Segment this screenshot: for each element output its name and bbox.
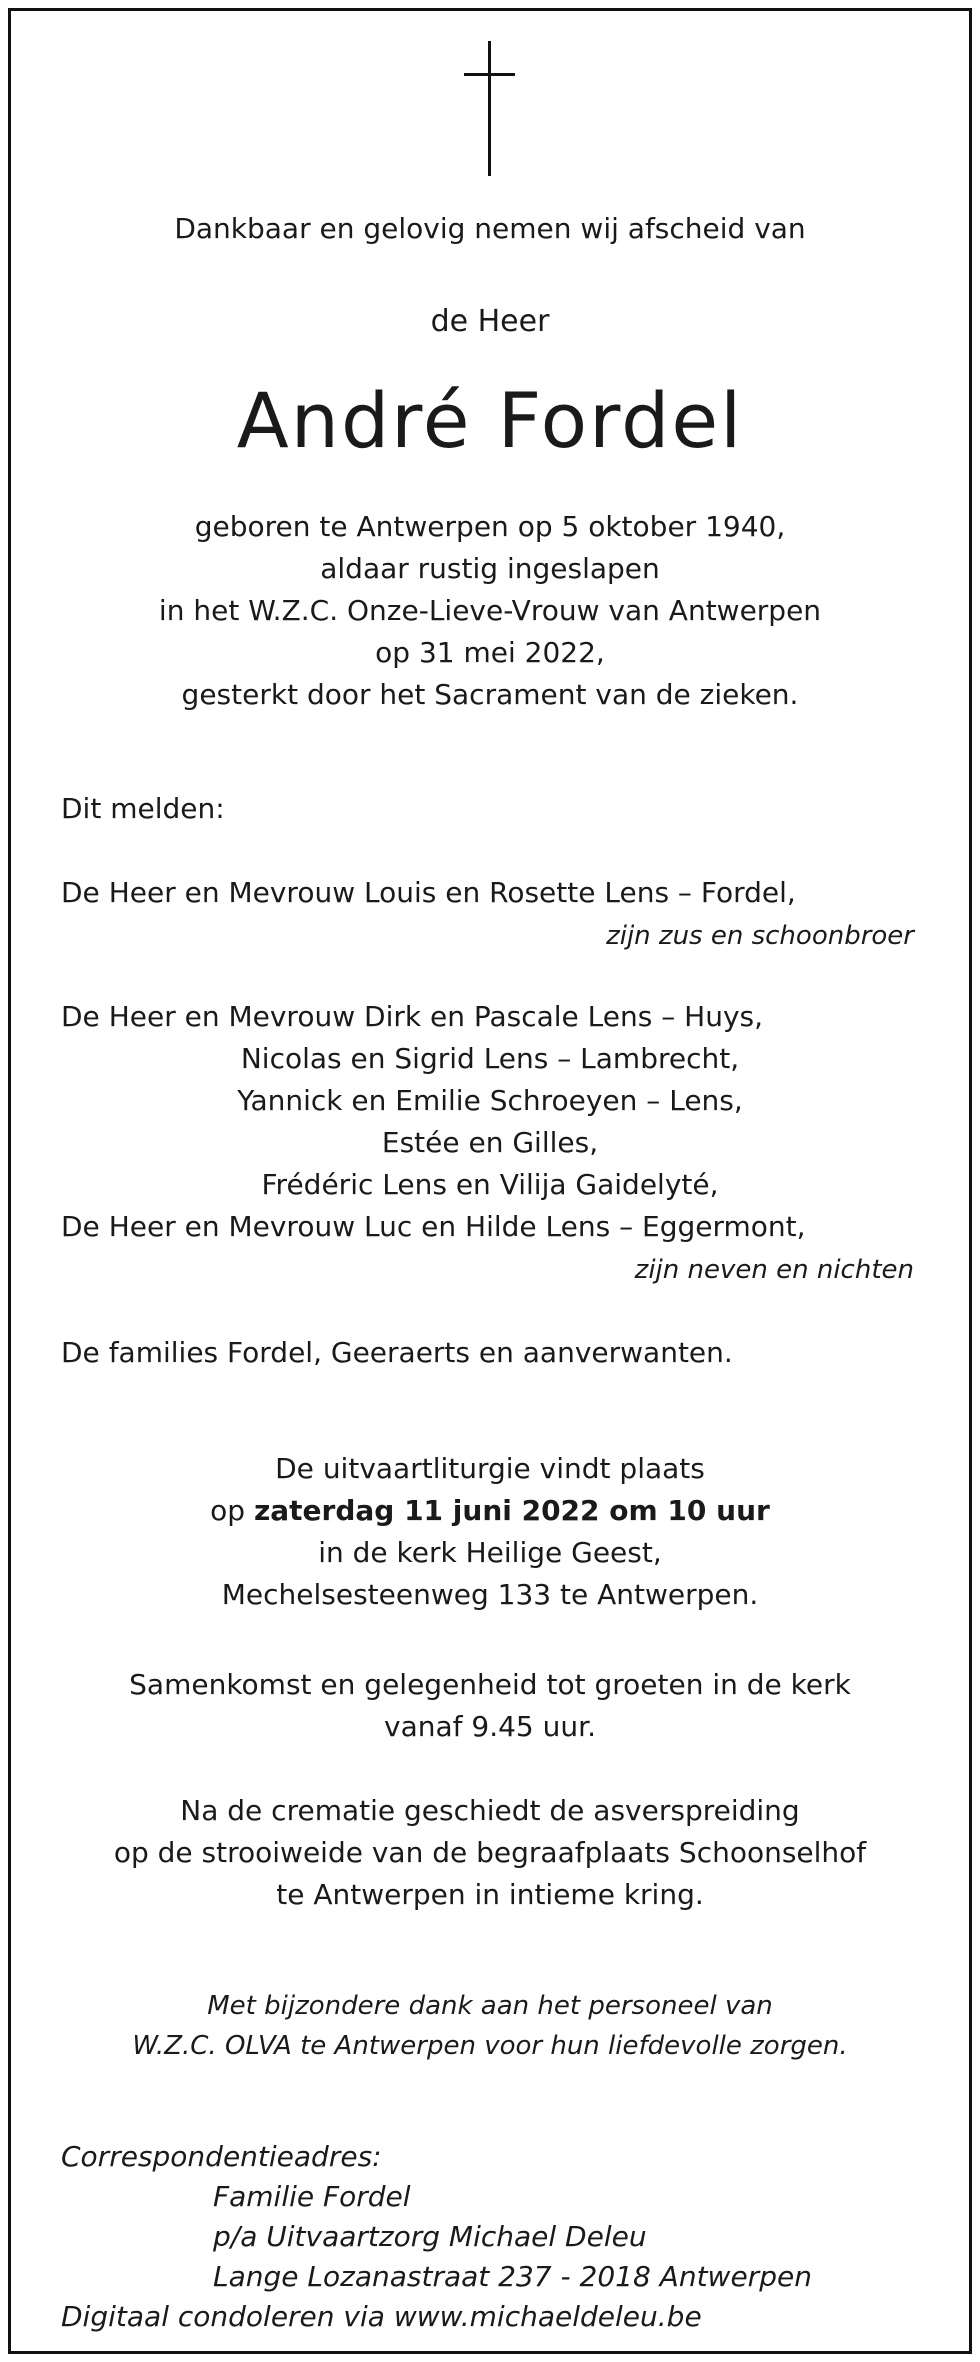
- intro-text: Dankbaar en gelovig nemen wij afscheid van: [174, 212, 806, 245]
- announced-by: Dit melden:: [61, 792, 225, 825]
- birth-line-1: geboren te Antwerpen op 5 oktober 1940,: [194, 510, 786, 543]
- birth-line-3: in het W.Z.C. Onze-Lieve-Vrouw van Antwerpen: [158, 594, 822, 627]
- family-group-2-line-2: Nicolas en Sigrid Lens – Lambrecht,: [240, 1042, 740, 1075]
- funeral-date: zaterdag 11 juni 2022 om 10 uur: [253, 1494, 770, 1527]
- family-group-1-relation: zijn zus en schoonbroer: [606, 921, 914, 951]
- family-group-1-line: De Heer en Mevrouw Louis en Rosette Lens – Fordel,: [61, 876, 796, 909]
- thanks-line-2: W.Z.C. OLVA te Antwerpen voor hun liefdevolle zorgen.: [132, 2031, 848, 2061]
- funeral-line-2: [11, 1494, 969, 1527]
- birth-line-5: gesterkt door het Sacrament van de zieken.: [181, 678, 799, 711]
- families-line: De families Fordel, Geeraerts en aanverwanten.: [61, 1336, 733, 1369]
- family-group-2-line-5: Frédéric Lens en Vilija Gaidelyté,: [261, 1168, 719, 1201]
- cross-icon-horizontal: [464, 73, 515, 76]
- gathering-line-2: vanaf 9.45 uur.: [384, 1710, 596, 1743]
- family-group-2-line-4: Estée en Gilles,: [381, 1126, 599, 1159]
- correspondence-line-1: Familie Fordel: [213, 2180, 411, 2213]
- thanks-line-1: Met bijzondere dank aan het personeel van: [207, 1991, 773, 2021]
- gathering-line-1: Samenkomst en gelegenheid tot groeten in de kerk: [129, 1668, 851, 1701]
- correspondence-label: Correspondentieadres:: [61, 2140, 382, 2173]
- cremation-line-3: te Antwerpen in intieme kring.: [276, 1878, 704, 1911]
- cremation-line-1: Na de crematie geschiedt de asverspreiding: [180, 1794, 800, 1827]
- birth-line-4: op 31 mei 2022,: [375, 636, 605, 669]
- correspondence-line-2: p/a Uitvaartzorg Michael Deleu: [213, 2220, 647, 2253]
- family-group-2-relation: zijn neven en nichten: [634, 1255, 914, 1285]
- funeral-line-3: in de kerk Heilige Geest,: [318, 1536, 662, 1569]
- cross-icon-vertical: [488, 41, 491, 176]
- obituary-card: [8, 8, 972, 2354]
- birth-line-2: aldaar rustig ingeslapen: [320, 552, 660, 585]
- honorific: de Heer: [430, 304, 550, 339]
- funeral-line-1: De uitvaartliturgie vindt plaats: [275, 1452, 705, 1485]
- correspondence-line-3: Lange Lozanastraat 237 - 2018 Antwerpen: [213, 2260, 812, 2293]
- family-group-2-line-3: Yannick en Emilie Schroeyen – Lens,: [237, 1084, 743, 1117]
- funeral-line-4: Mechelsesteenweg 133 te Antwerpen.: [221, 1578, 759, 1611]
- family-group-2-line-6: De Heer en Mevrouw Luc en Hilde Lens – Eggermont,: [61, 1210, 806, 1243]
- deceased-name: André Fordel: [236, 376, 744, 465]
- funeral-line-2-prefix: op: [210, 1494, 254, 1527]
- family-group-2-line-1: De Heer en Mevrouw Dirk en Pascale Lens – Huys,: [61, 1000, 764, 1033]
- cremation-line-2: op de strooiweide van de begraafplaats Schoonselhof: [113, 1836, 867, 1869]
- online-condolences: Digitaal condoleren via www.michaeldeleu.be: [61, 2300, 702, 2333]
